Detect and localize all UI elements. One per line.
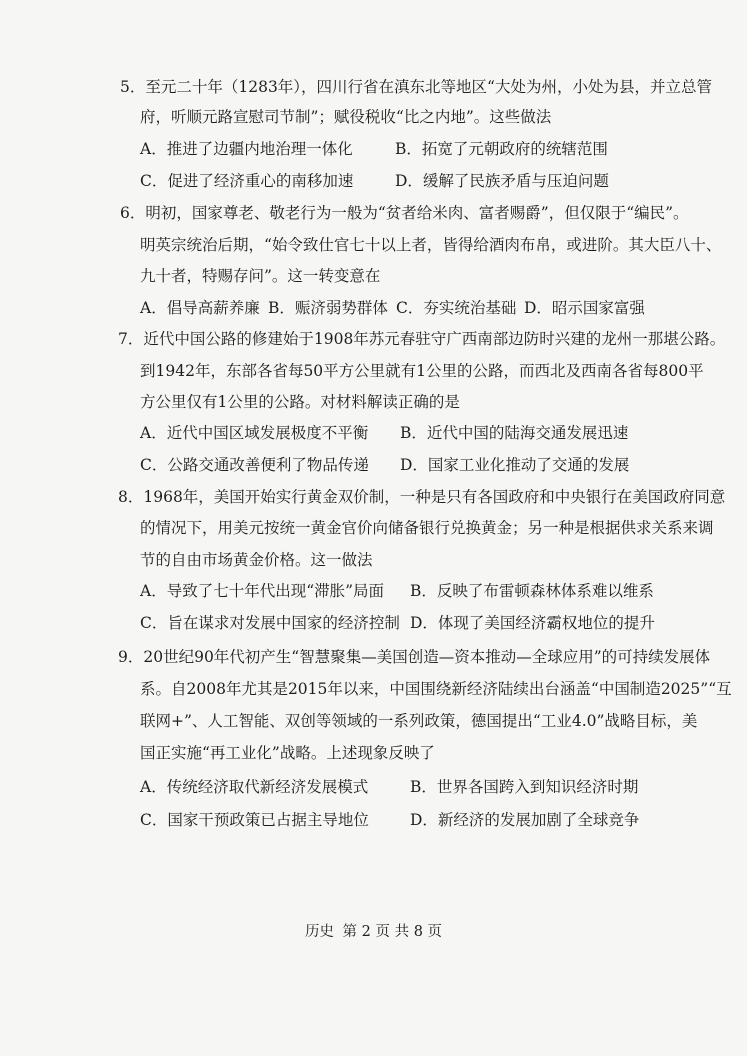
q8-line-1: 8．1968年，美国开始实行黄金双价制，一种是只有各国政府和中央银行在美国政府同意 (118, 488, 726, 506)
q9-line-1: 9．20世纪90年代初产生“智慧聚集—美国创造—资本推动—全球应用”的可持续发展体 (118, 648, 711, 666)
q8-option-a: A．导致了七十年代出现“滞胀”局面 (140, 582, 385, 600)
q8-option-c: C．旨在谋求对发展中国家的经济控制 (140, 614, 400, 632)
q7-option-a: A．近代中国区域发展极度不平衡 (140, 424, 369, 442)
q9-line-2: 系。自2008年尤其是2015年以来，中国围绕新经济陆续出台涵盖“中国制造2025”“互 (140, 680, 732, 698)
q6-option-c: C．夯实统治基础 (396, 299, 517, 317)
page-footer (0, 922, 747, 942)
q6-option-d: D．昭示国家富强 (524, 299, 645, 317)
q6-line-2: 明英宗统治后期，“始令致仕官七十以上者，皆得给酒肉布帛，或进阶。其大臣八十、 (140, 236, 722, 254)
q7-option-b: B．近代中国的陆海交通发展迅速 (400, 424, 629, 442)
q8-line-3: 节的自由市场黄金价格。这一做法 (140, 551, 373, 569)
q8-option-b: B．反映了布雷顿森林体系难以维系 (410, 582, 654, 600)
q9-option-b: B．世界各国跨入到知识经济时期 (410, 778, 639, 796)
q5-line-1: 5．至元二十年（1283年），四川行省在滇东北等地区“大处为州，小处为县，并立总管 (120, 78, 712, 96)
q6-option-b: B．赈济弱势群体 (268, 299, 388, 317)
q9-line-4: 国正实施“再工业化”战略。上述现象反映了 (140, 744, 435, 762)
q8-line-2: 的情况下，用美元按统一黄金官价向储备银行兑换黄金；另一种是根据供求关系来调 (140, 519, 714, 537)
q9-option-c: C．国家干预政策已占据主导地位 (140, 811, 369, 829)
q7-option-c: C．公路交通改善便利了物品传递 (140, 456, 369, 474)
q5-option-a: A．推进了边疆内地治理一体化 (140, 140, 353, 158)
footer-page-number: 第 2 页 共 8 页 (342, 924, 443, 940)
q8-option-d: D．体现了美国经济霸权地位的提升 (410, 614, 655, 632)
q9-option-d: D．新经济的发展加剧了全球竞争 (410, 811, 640, 829)
q5-option-c: C．促进了经济重心的南移加速 (140, 172, 354, 190)
q6-option-a: A．倡导高薪养廉 (140, 299, 260, 317)
q5-option-d: D．缓解了民族矛盾与压迫问题 (395, 172, 609, 190)
q7-line-3: 方公里仅有1公里的公路。对材料解读正确的是 (140, 393, 460, 411)
q5-line-2: 府，听顺元路宣慰司节制”；赋役税收“比之内地”。这些做法 (140, 108, 552, 126)
q5-option-b: B．拓宽了元朝政府的统辖范围 (395, 140, 608, 158)
q6-line-1: 6．明初，国家尊老、敬老行为一般为“贫者给米肉、富者赐爵”，但仅限于“编民”。 (120, 204, 689, 222)
footer-subject: 历史 (304, 924, 334, 940)
q9-option-a: A．传统经济取代新经济发展模式 (140, 778, 369, 796)
q7-option-d: D．国家工业化推动了交通的发展 (400, 456, 630, 474)
q9-line-3: 联网+”、人工智能、双创等领域的一系列政策，德国提出“工业4.0”战略目标，美 (140, 712, 698, 730)
q7-line-1: 7．近代中国公路的修建始于1908年苏元春驻守广西南部边防时兴建的龙州一那堪公路。 (118, 330, 726, 348)
q7-line-2: 到1942年，东部各省每50平方公里就有1公里的公路，而西北及西南各省每800平 (140, 362, 704, 380)
q6-line-3: 九十者，特赐存问”。这一转变意在 (140, 267, 381, 285)
